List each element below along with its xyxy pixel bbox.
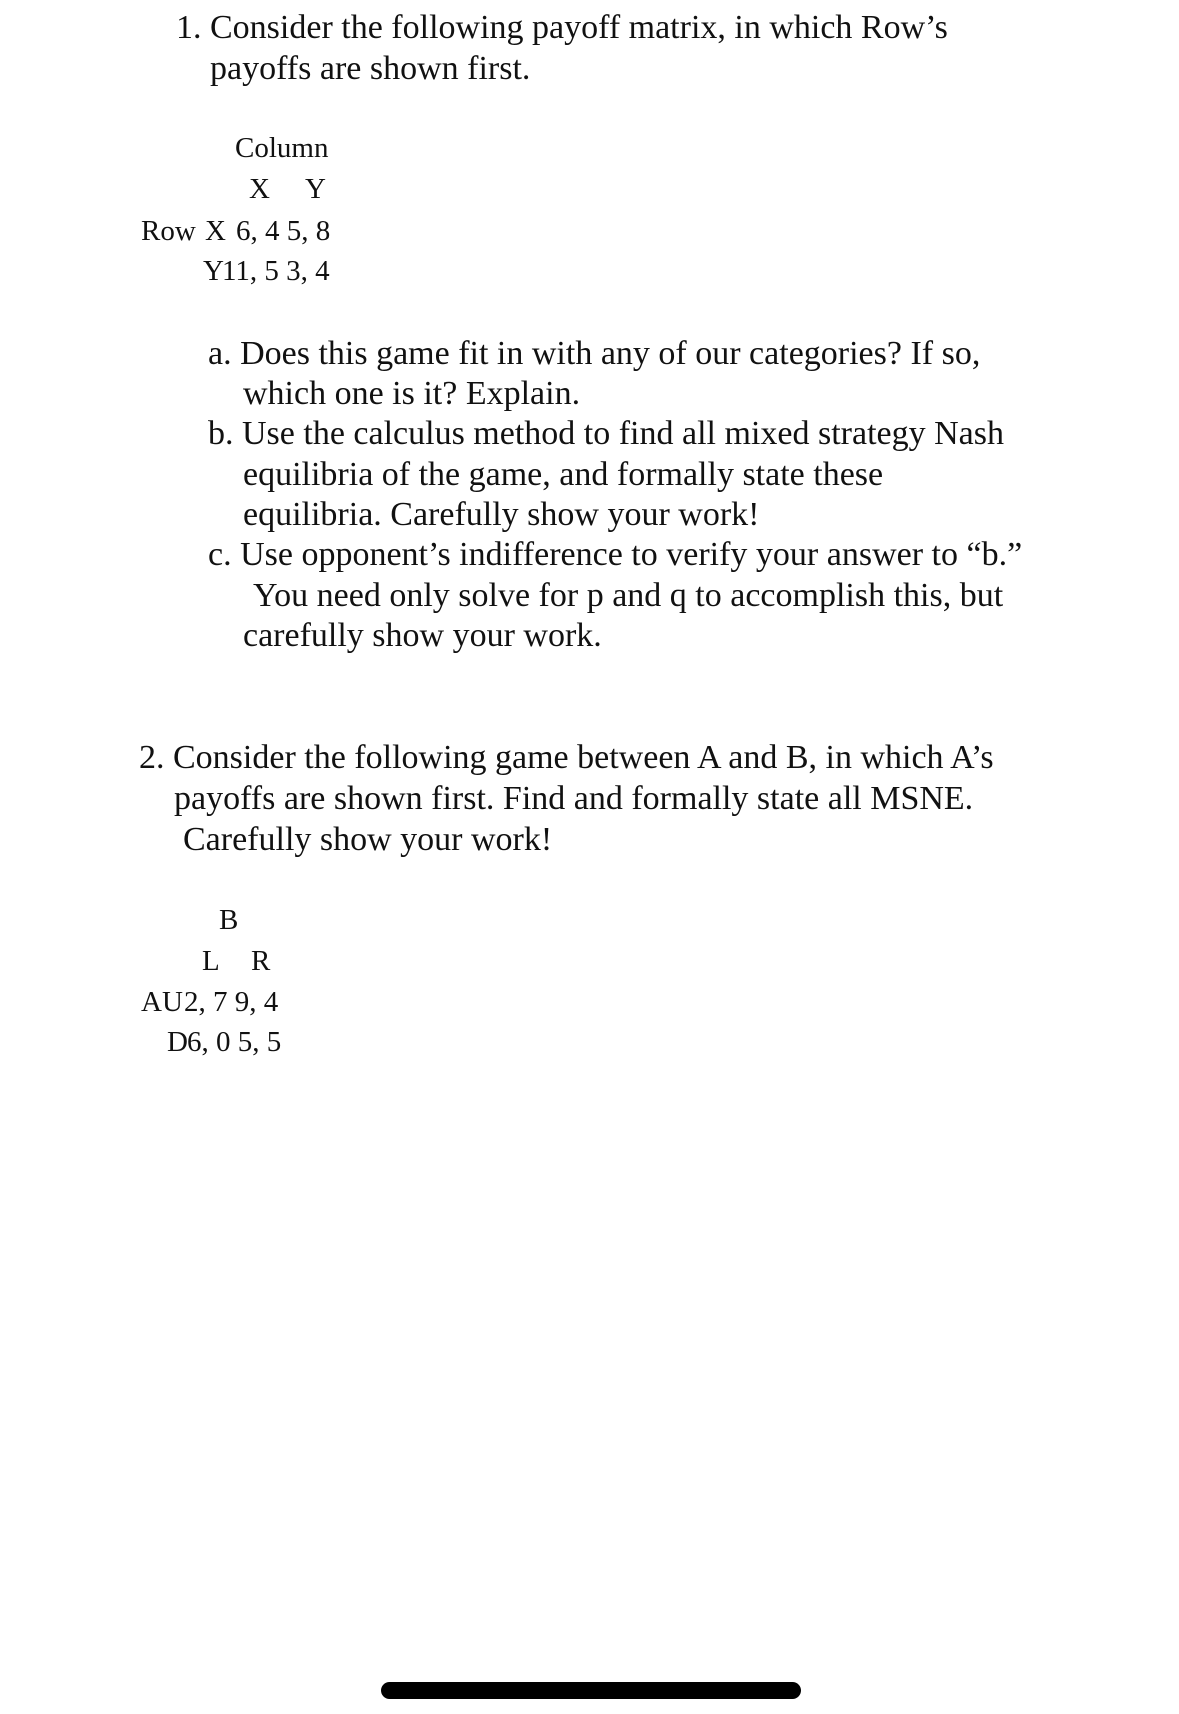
q1-part-a-line1: a. Does this game fit in with any of our categories? If so, (208, 335, 981, 372)
q2-col-r-label: R (251, 945, 271, 977)
q1-line2: payoffs are shown first. (210, 50, 531, 87)
q1-line1: Consider the following payoff matrix, in which Row’s (210, 9, 948, 46)
q1-part-c-line2: You need only solve for p and q to accomplish this, but (253, 577, 1004, 614)
q1-row-label: Row (141, 215, 196, 247)
q1-part-a-line2: which one is it? Explain. (243, 375, 581, 412)
q1-col-x-label: X (249, 173, 270, 205)
q2-row2-label: D (167, 1026, 188, 1058)
q1-row1-label: X (205, 215, 226, 247)
q1-part-b-line2: equilibria of the game, and formally state these (243, 456, 884, 493)
q1-row1-cells: 6, 4 5, 8 (236, 215, 331, 247)
q1-row2-cells: 11, 5 3, 4 (222, 255, 330, 287)
q1-col-y-label: Y (305, 173, 326, 205)
q2-row1-label: U (162, 986, 183, 1018)
q1-part-c-line1: c. Use opponent’s indifference to verify your answer to “b.” (208, 536, 1023, 573)
q2-row1-cells: 2, 7 9, 4 (184, 986, 279, 1018)
q1-number: 1. (176, 9, 202, 46)
q2-player-a-label: A (141, 986, 162, 1018)
q1-part-b-line1: b. Use the calculus method to find all mixed strategy Nash (208, 415, 1004, 452)
q1-part-b-line3: equilibria. Carefully show your work! (243, 496, 760, 533)
q2-line2: payoffs are shown first. Find and formally state all MSNE. (174, 780, 974, 817)
q1-column-label: Column (235, 132, 329, 164)
q2-row2-cells: 6, 0 5, 5 (187, 1026, 282, 1058)
q1-part-c-line3: carefully show your work. (243, 617, 602, 654)
q1-row2-label: Y (203, 255, 224, 287)
q2-line1: 2. Consider the following game between A and B, in which A’s (139, 739, 994, 776)
q2-player-b-label: B (219, 904, 239, 936)
home-indicator-bar[interactable] (381, 1682, 801, 1699)
q2-line3: Carefully show your work! (183, 821, 553, 858)
q2-col-l-label: L (202, 945, 220, 977)
